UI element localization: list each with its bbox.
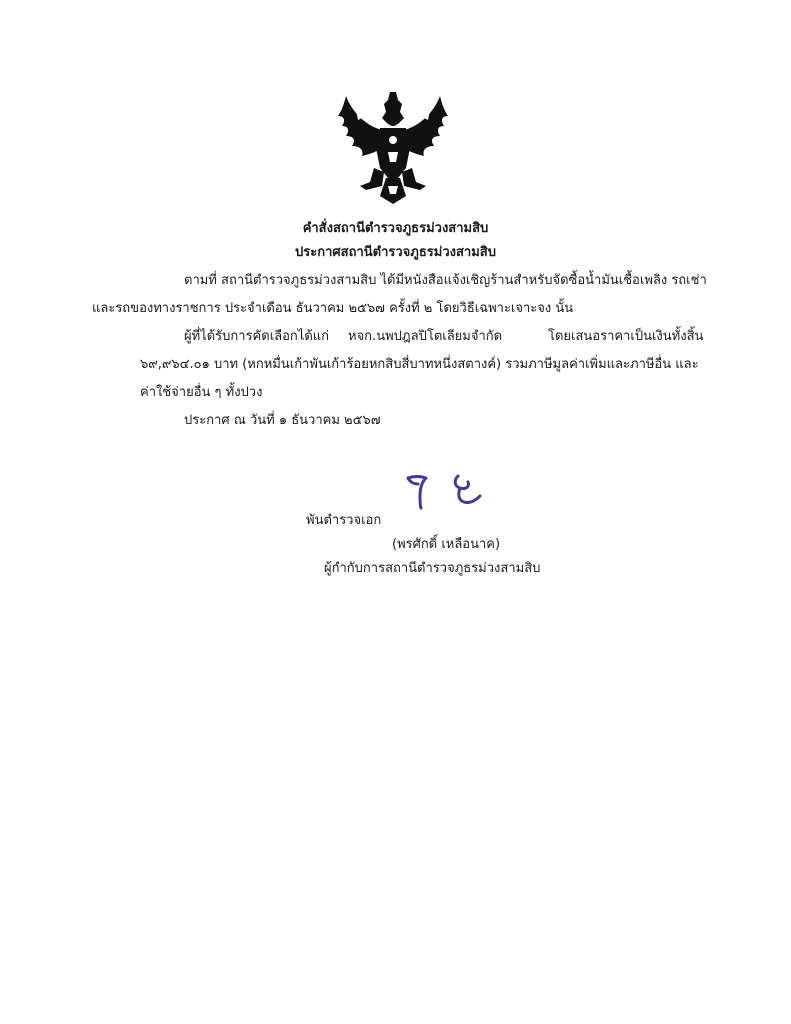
expenses-line: ค่าใช้จ่ายอื่น ๆ ทั้งปวง (140, 385, 263, 400)
winner-name: หจก.นพปฎลปิโตเลียมจำกัด (348, 329, 503, 344)
signer-position: ผู้กำกับการสถานีตำรวจภูธรม่วงสามสิบ (324, 561, 541, 576)
announcement-title: ประกาศสถานีตำรวจภูธรม่วงสามสิบ (295, 245, 496, 260)
handwritten-signature (400, 470, 496, 510)
paragraph-1-line-2: และรถของทางราชการ ประจำเดือน ธันวาคม ๒๕๖๗ ครั้งที่ ๒ โดยวิธีเฉพาะเจาะจง นั้น (92, 301, 574, 316)
date-line: ประกาศ ณ วันที่ ๑ ธันวาคม ๒๕๖๗ (184, 413, 381, 428)
amount-line: ๖๙,๙๖๔.๐๑ บาท (หกหมื่นเก้าพันเก้าร้อยหกสิบสี่บาทหนึ่งสตางค์) รวมภาษีมูลค่าเพิ่มและภาษีอื่น และ (140, 357, 699, 372)
paragraph-1-line-1: ตามที่ สถานีตำรวจภูธรม่วงสามสิบ ได้มีหนังสือแจ้งเชิญร้านสำหรับจัดซื้อน้ำมันเชื้อเพลิง รถเช่า (184, 273, 707, 288)
signer-rank: พันตำรวจเอก (306, 513, 382, 528)
garuda-emblem-icon (336, 90, 450, 206)
order-title: คำสั่งสถานีตำรวจภูธรม่วงสามสิบ (302, 221, 489, 236)
price-intro: โดยเสนอราคาเป็นเงินทั้งสิ้น (548, 329, 704, 344)
signer-name: (พรศักดิ์ เหลือนาค) (392, 537, 501, 552)
winner-label: ผู้ที่ได้รับการคัดเลือกได้แก่ (184, 329, 330, 344)
